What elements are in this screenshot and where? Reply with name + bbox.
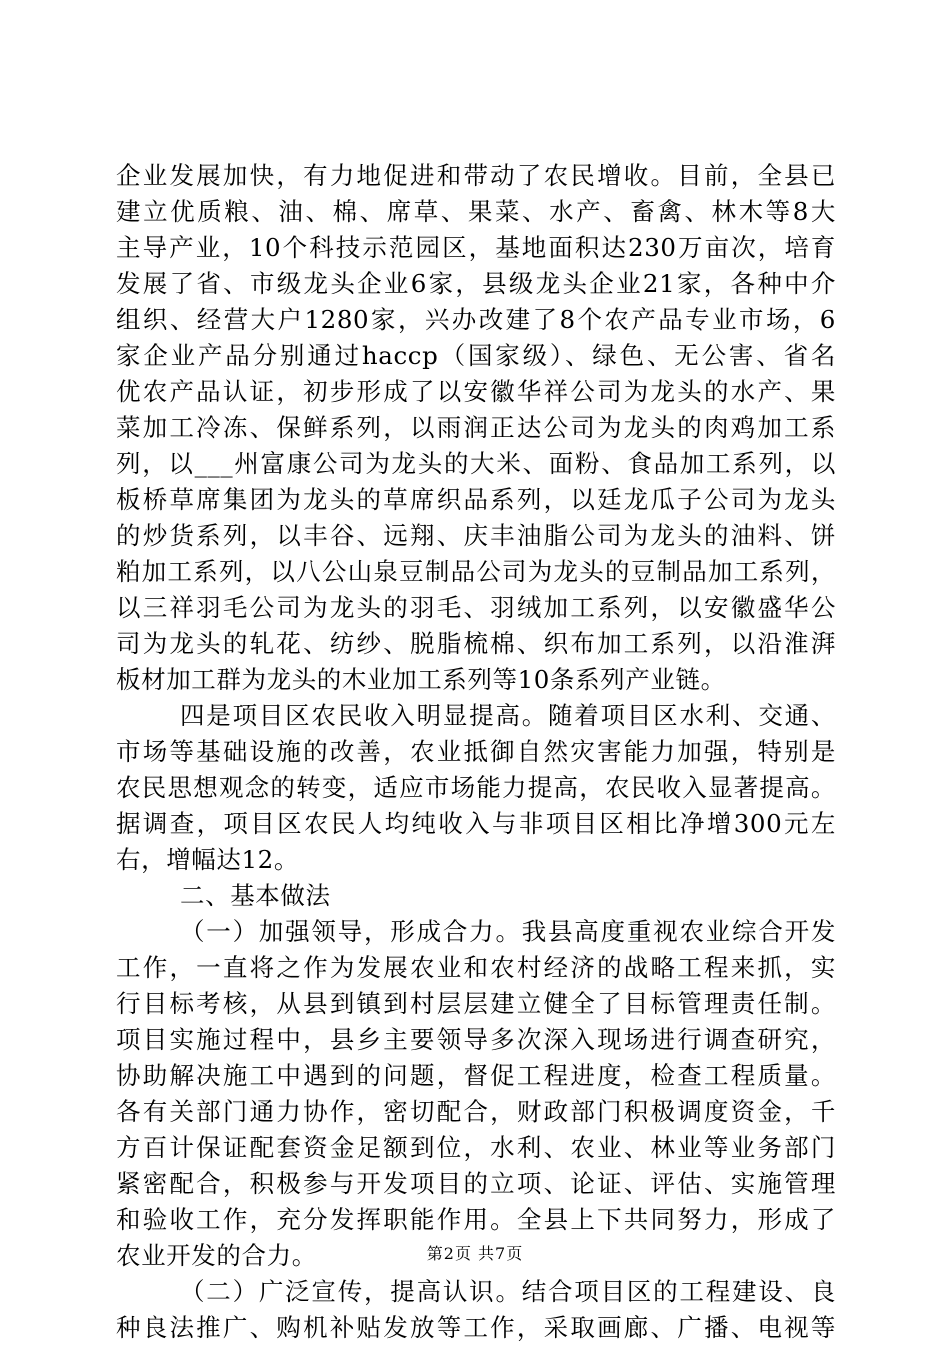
text-line: 司为龙头的轧花、纺纱、脱脂梳棉、织布加工系列，以沿淮湃 (116, 629, 836, 658)
text-line: 组织、经营大户1280家，兴办改建了8个农产品专业市场，6 (116, 305, 836, 334)
text-line: 粕加工系列，以八公山泉豆制品公司为龙头的豆制品加工系列， (116, 557, 836, 586)
paragraph-start-line: （二）广泛宣传，提高认识。结合项目区的工程建设、良 (180, 1277, 836, 1306)
text-line: 家企业产品分别通过haccp（国家级）、绿色、无公害、省名 (116, 341, 836, 370)
text-line: 工作，一直将之作为发展农业和农村经济的战略工程来抓，实 (116, 953, 836, 982)
text-line: 项目实施过程中，县乡主要领导多次深入现场进行调查研究， (116, 1025, 836, 1054)
text-line: 优农产品认证，初步形成了以安徽华祥公司为龙头的水产、果 (116, 377, 836, 406)
text-line: 农民思想观念的转变，适应市场能力提高，农民收入显著提高。 (116, 773, 836, 802)
text-line: 农业开发的合力。 (116, 1241, 317, 1270)
text-line: 右，增幅达12。 (116, 845, 299, 874)
body-text (116, 158, 836, 1346)
text-line: 建立优质粮、油、棉、席草、果菜、水产、畜禽、林木等8大 (116, 197, 836, 226)
text-line: 市场等基础设施的改善，农业抵御自然灾害能力加强，特别是 (116, 737, 836, 766)
text-line: 各有关部门通力协作，密切配合，财政部门积极调度资金，千 (116, 1097, 836, 1126)
text-line: 列，以___州富康公司为龙头的大米、面粉、食品加工系列，以 (116, 449, 836, 478)
paragraph-start-line: （一）加强领导，形成合力。我县高度重视农业综合开发 (180, 917, 836, 946)
text-line: 板材加工群为龙头的木业加工系列等10条系列产业链。 (116, 665, 726, 694)
text-line: 板桥草席集团为龙头的草席织品系列，以廷龙瓜子公司为龙头 (116, 485, 836, 514)
text-line: 方百计保证配套资金足额到位，水利、农业、林业等业务部门 (116, 1133, 836, 1162)
text-line: 发展了省、市级龙头企业6家，县级龙头企业21家，各种中介 (116, 269, 836, 298)
text-line: 主导产业，10个科技示范园区，基地面积达230万亩次，培育 (116, 233, 836, 262)
text-line: 菜加工冷冻、保鲜系列，以雨润正达公司为龙头的肉鸡加工系 (116, 413, 836, 442)
page-footer: 第2页 共7页 (426, 1244, 524, 1263)
paragraph-start-line: 四是项目区农民收入明显提高。随着项目区水利、交通、 (180, 701, 836, 730)
text-line: 企业发展加快，有力地促进和带动了农民增收。目前，全县已 (116, 161, 836, 190)
text-line: 以三祥羽毛公司为龙头的羽毛、羽绒加工系列，以安徽盛华公 (116, 593, 836, 622)
text-line: 据调查，项目区农民人均纯收入与非项目区相比净增300元左 (116, 809, 836, 838)
text-line: 的炒货系列，以丰谷、远翔、庆丰油脂公司为龙头的油料、饼 (116, 521, 836, 550)
text-line: 和验收工作，充分发挥职能作用。全县上下共同努力，形成了 (116, 1205, 836, 1234)
text-line: 行目标考核，从县到镇到村层层建立健全了目标管理责任制。 (116, 989, 836, 1018)
section-heading: 二、基本做法 (180, 881, 331, 910)
text-line: 协助解决施工中遇到的问题，督促工程进度，检查工程质量。 (116, 1061, 836, 1090)
text-line: 紧密配合，积极参与开发项目的立项、论证、评估、实施管理 (116, 1169, 836, 1198)
text-line: 种良法推广、购机补贴发放等工作，采取画廊、广播、电视等 (116, 1313, 836, 1342)
